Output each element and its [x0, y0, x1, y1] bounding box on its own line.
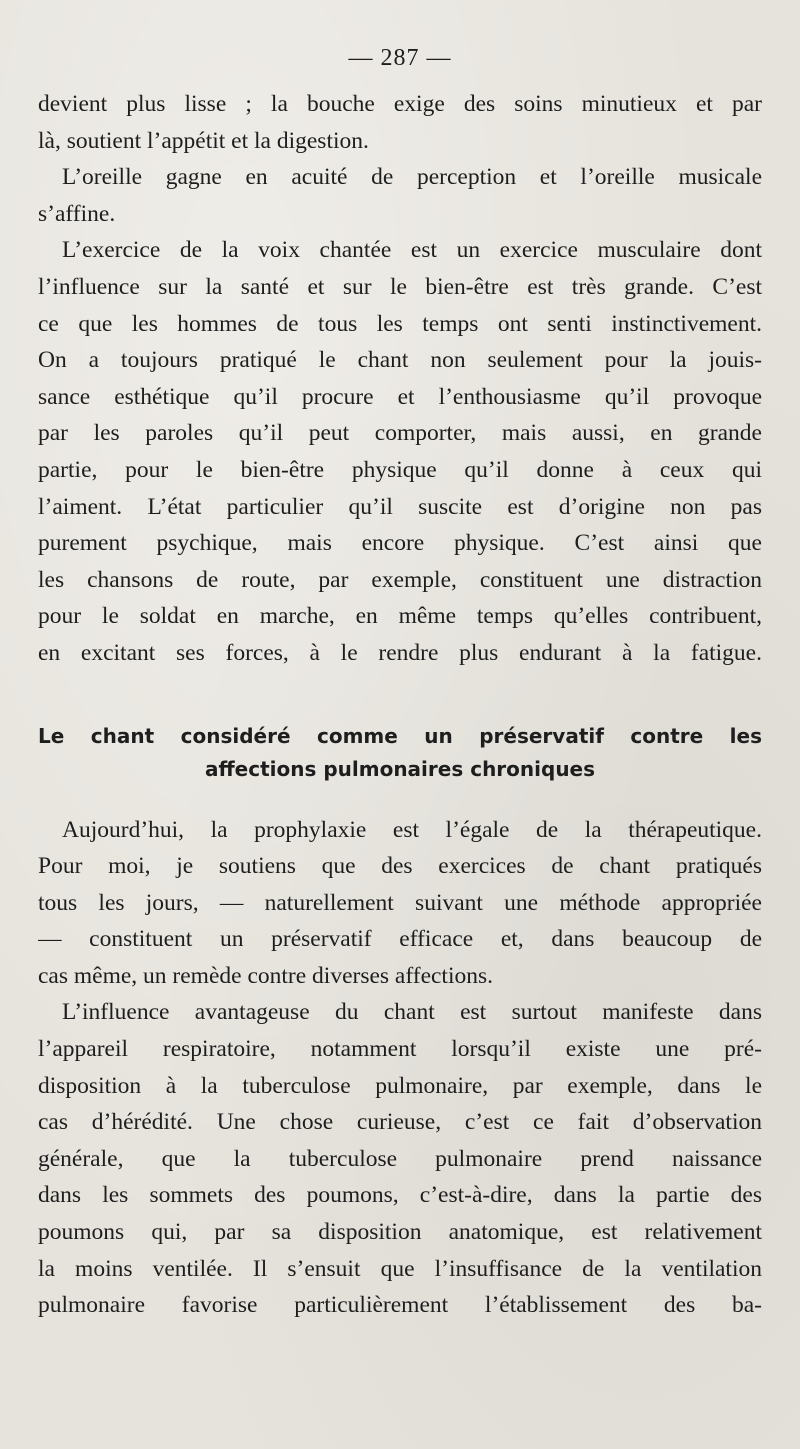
text-line: les chansons de route, par exemple, constituent une distraction: [38, 566, 762, 593]
paragraph: [38, 86, 762, 159]
paragraph: [38, 232, 762, 671]
paragraph: [38, 994, 762, 1323]
text-line: L’influence avantageuse du chant est surtout manifeste dans: [62, 999, 762, 1026]
text-line: On a toujours pratiqué le chant non seulement pour la jouis-: [38, 347, 762, 374]
text-line: disposition à la tuberculose pulmonaire, par exemple, dans le: [38, 1072, 762, 1099]
text-line: poumons qui, par sa disposition anatomique, est relativement: [38, 1219, 762, 1246]
section-heading-line-2: affections pulmonaires chroniques: [204, 756, 596, 781]
section-heading: [38, 720, 762, 786]
text-line: générale, que la tuberculose pulmonaire prend naissance: [38, 1145, 762, 1172]
text-line: devient plus lisse ; la bouche exige des soins minutieux et par: [38, 91, 762, 117]
text-line: L’exercice de la voix chantée est un exercice musculaire dont: [62, 237, 762, 264]
text-line: par les paroles qu’il peut comporter, mais aussi, en grande: [38, 420, 762, 447]
text-line: l’aiment. L’état particulier qu’il suscite est d’origine non pas: [38, 493, 762, 520]
text-line: Pour moi, je soutiens que des exercices de chant pratiqués: [38, 853, 762, 880]
text-line: l’appareil respiratoire, notamment lorsqu’il existe une pré-: [38, 1036, 762, 1063]
text-line: en excitant ses forces, à le rendre plus endurant à la fatigue.: [38, 639, 762, 666]
text-line: cas même, un remède contre diverses affections.: [38, 962, 494, 989]
text-line: partie, pour le bien-être physique qu’il donne à ceux qui: [38, 456, 762, 483]
text-line: pulmonaire favorise particulièrement l’établissement des ba-: [38, 1292, 762, 1319]
page-number: — 287 —: [348, 45, 452, 71]
text-line: là, soutient l’appétit et la digestion.: [38, 127, 369, 154]
text-line: L’oreille gagne en acuité de perception et l’oreille musicale: [62, 164, 762, 191]
text-line: s’affine.: [38, 200, 116, 227]
text-line: sance esthétique qu’il procure et l’enthousiasme qu’il provoque: [38, 383, 762, 410]
text-line: Aujourd’hui, la prophylaxie est l’égale de la thérapeutique.: [62, 816, 762, 843]
section-heading-line-1: Le chant considéré comme un préservatif contre les: [38, 723, 762, 748]
text-line: purement psychique, mais encore physique. C’est ainsi que: [38, 530, 762, 557]
text-line: l’influence sur la santé et sur le bien-être est très grande. C’est: [38, 273, 762, 300]
text-line: — constituent un préservatif efficace et, dans beaucoup de: [38, 926, 762, 953]
text-line: cas d’hérédité. Une chose curieuse, c’est ce fait d’observation: [38, 1109, 762, 1136]
book-page: [38, 40, 762, 1420]
text-line: dans les sommets des poumons, c’est-à-dire, dans la partie des: [38, 1182, 762, 1209]
paragraph: [38, 159, 762, 232]
text-line: pour le soldat en marche, en même temps qu’elles contribuent,: [38, 603, 762, 630]
text-line: la moins ventilée. Il s’ensuit que l’insuffisance de la ventilation: [38, 1255, 762, 1282]
text-line: ce que les hommes de tous les temps ont senti instinctivement.: [38, 310, 762, 337]
text-line: tous les jours, — naturellement suivant une méthode appropriée: [38, 889, 762, 916]
paragraph: [38, 812, 762, 995]
